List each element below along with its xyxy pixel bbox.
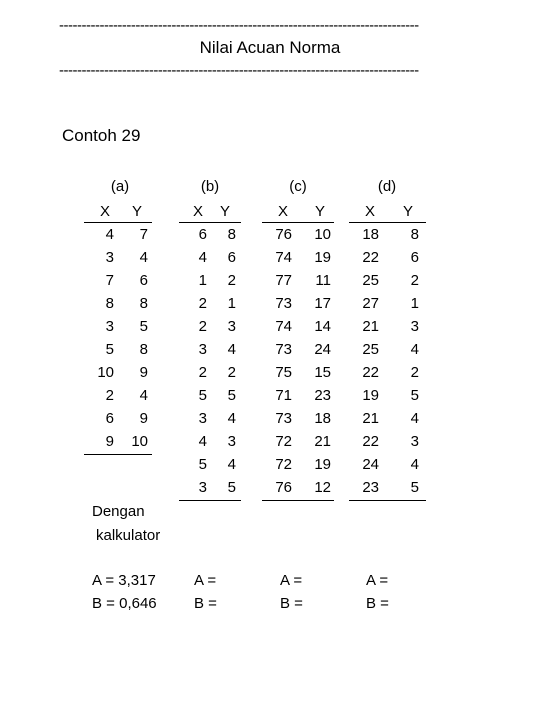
cell-x: 22 <box>362 433 379 450</box>
cell-y: 4 <box>410 456 419 473</box>
cell-y: 4 <box>410 341 419 358</box>
cell-x: 5 <box>198 456 207 473</box>
cell-x: 27 <box>362 295 379 312</box>
cell-x: 72 <box>275 456 292 473</box>
cell-y: 4 <box>139 387 148 404</box>
cell-y: 8 <box>227 226 236 243</box>
top-dashed-rule: -------------------------------------------------------------------------------- <box>59 17 419 34</box>
cell-x: 72 <box>275 433 292 450</box>
footer-rule <box>179 500 241 501</box>
table-label: (d) <box>377 178 397 195</box>
cell-x: 4 <box>198 433 207 450</box>
cell-x: 3 <box>198 410 207 427</box>
cell-x: 77 <box>275 272 292 289</box>
cell-x: 23 <box>362 479 379 496</box>
x-header: X <box>192 203 203 220</box>
y-header: Y <box>131 203 142 220</box>
cell-y: 5 <box>227 387 236 404</box>
cell-x: 21 <box>362 410 379 427</box>
footer-rule <box>84 454 152 455</box>
cell-y: 5 <box>410 479 419 496</box>
result-b-col-b: B = <box>194 595 217 612</box>
cell-y: 7 <box>139 226 148 243</box>
y-header: Y <box>314 203 325 220</box>
cell-x: 73 <box>275 295 292 312</box>
header-rule <box>262 222 334 223</box>
cell-x: 3 <box>198 479 207 496</box>
cell-x: 2 <box>198 295 207 312</box>
cell-x: 75 <box>275 364 292 381</box>
x-header: X <box>99 203 110 220</box>
cell-x: 9 <box>105 433 114 450</box>
cell-y: 3 <box>227 433 236 450</box>
cell-y: 9 <box>139 410 148 427</box>
result-b-col-c: B = <box>280 595 303 612</box>
footer-rule <box>349 500 426 501</box>
cell-x: 7 <box>105 272 114 289</box>
cell-y: 2 <box>410 364 419 381</box>
header-rule <box>84 222 152 223</box>
cell-y: 10 <box>131 433 148 450</box>
cell-x: 3 <box>198 341 207 358</box>
cell-y: 19 <box>314 456 331 473</box>
result-b-col-a: B = 0,646 <box>92 595 157 612</box>
cell-y: 4 <box>227 341 236 358</box>
cell-x: 22 <box>362 364 379 381</box>
cell-x: 6 <box>198 226 207 243</box>
cell-y: 21 <box>314 433 331 450</box>
header-rule <box>349 222 426 223</box>
cell-x: 2 <box>198 318 207 335</box>
example-title: Contoh 29 <box>62 126 141 145</box>
cell-x: 74 <box>275 318 292 335</box>
cell-x: 73 <box>275 410 292 427</box>
cell-y: 8 <box>410 226 419 243</box>
cell-x: 5 <box>198 387 207 404</box>
cell-y: 8 <box>139 295 148 312</box>
cell-x: 71 <box>275 387 292 404</box>
cell-x: 73 <box>275 341 292 358</box>
y-header: Y <box>219 203 230 220</box>
cell-y: 5 <box>410 387 419 404</box>
cell-x: 6 <box>105 410 114 427</box>
x-header: X <box>364 203 375 220</box>
cell-x: 2 <box>105 387 114 404</box>
calculator-note-line2: kalkulator <box>96 527 161 544</box>
cell-y: 5 <box>139 318 148 335</box>
result-a-col-a: A = 3,317 <box>92 572 156 589</box>
cell-y: 17 <box>314 295 331 312</box>
cell-x: 24 <box>362 456 379 473</box>
cell-y: 3 <box>227 318 236 335</box>
cell-y: 6 <box>410 249 419 266</box>
footer-rule <box>262 500 334 501</box>
cell-y: 23 <box>314 387 331 404</box>
cell-y: 9 <box>139 364 148 381</box>
cell-y: 19 <box>314 249 331 266</box>
cell-y: 14 <box>314 318 331 335</box>
cell-x: 10 <box>97 364 114 381</box>
cell-x: 19 <box>362 387 379 404</box>
result-b-col-d: B = <box>366 595 389 612</box>
cell-x: 22 <box>362 249 379 266</box>
cell-y: 8 <box>139 341 148 358</box>
cell-y: 5 <box>227 479 236 496</box>
cell-y: 4 <box>227 456 236 473</box>
cell-y: 18 <box>314 410 331 427</box>
cell-x: 18 <box>362 226 379 243</box>
cell-x: 74 <box>275 249 292 266</box>
cell-y: 1 <box>410 295 419 312</box>
bottom-dashed-rule: -------------------------------------------------------------------------------- <box>59 62 419 79</box>
cell-x: 3 <box>105 318 114 335</box>
x-header: X <box>277 203 288 220</box>
result-a-col-d: A = <box>366 572 389 589</box>
cell-x: 2 <box>198 364 207 381</box>
cell-y: 4 <box>227 410 236 427</box>
calculator-note-line1: Dengan <box>92 503 145 520</box>
cell-y: 10 <box>314 226 331 243</box>
cell-x: 25 <box>362 272 379 289</box>
cell-x: 5 <box>105 341 114 358</box>
cell-y: 11 <box>315 272 331 289</box>
cell-x: 76 <box>275 479 292 496</box>
cell-x: 8 <box>105 295 114 312</box>
cell-x: 4 <box>198 249 207 266</box>
result-a-col-c: A = <box>280 572 303 589</box>
page-title: Nilai Acuan Norma <box>199 38 341 57</box>
y-header: Y <box>402 203 413 220</box>
cell-x: 3 <box>105 249 114 266</box>
cell-y: 4 <box>410 410 419 427</box>
table-label: (a) <box>110 178 130 195</box>
cell-y: 2 <box>410 272 419 289</box>
cell-y: 1 <box>227 295 236 312</box>
cell-y: 4 <box>139 249 148 266</box>
header-rule <box>179 222 241 223</box>
result-a-col-b: A = <box>194 572 217 589</box>
cell-y: 6 <box>227 249 236 266</box>
cell-x: 4 <box>105 226 114 243</box>
table-label: (c) <box>289 178 307 195</box>
cell-x: 25 <box>362 341 379 358</box>
cell-y: 15 <box>314 364 331 381</box>
cell-x: 21 <box>362 318 379 335</box>
cell-y: 6 <box>139 272 148 289</box>
cell-y: 3 <box>410 318 419 335</box>
cell-y: 3 <box>410 433 419 450</box>
cell-y: 12 <box>314 479 331 496</box>
cell-x: 76 <box>275 226 292 243</box>
cell-x: 1 <box>198 272 207 289</box>
cell-y: 24 <box>314 341 331 358</box>
table-label: (b) <box>200 178 220 195</box>
cell-y: 2 <box>227 364 236 381</box>
cell-y: 2 <box>227 272 236 289</box>
